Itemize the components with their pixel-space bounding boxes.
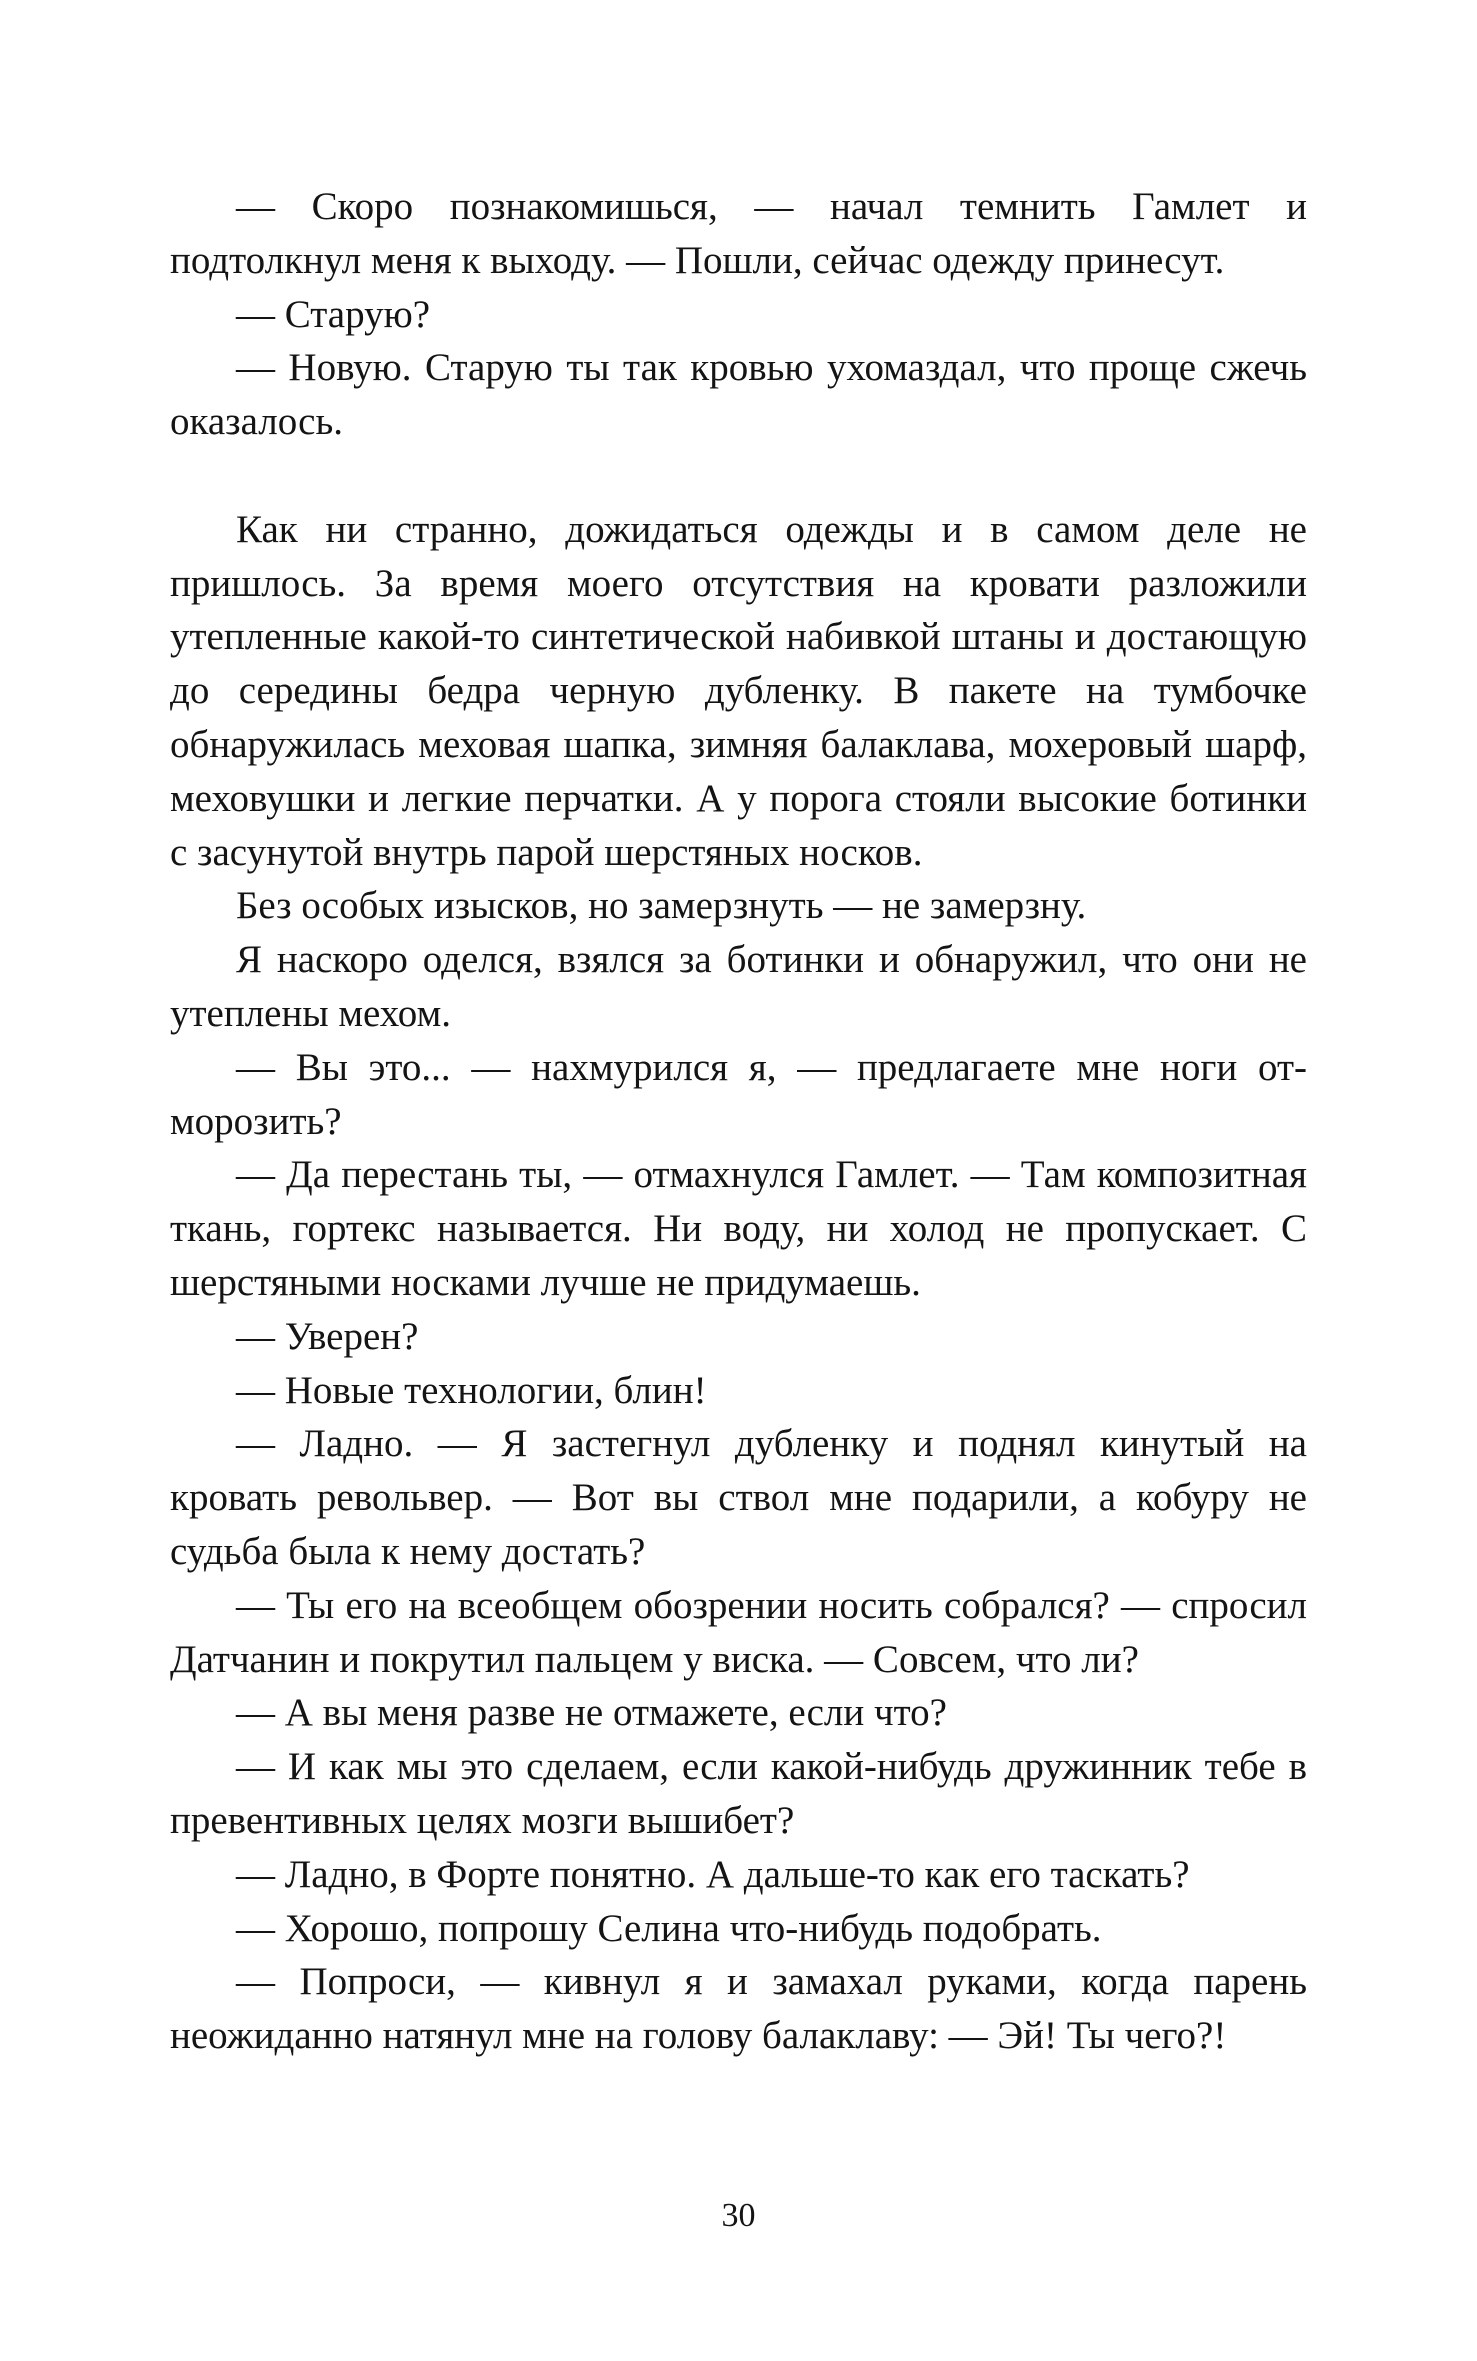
paragraph: — Ты его на всеобщем обозрении носить собрался? — спросил Датчанин и покрутил пальцем у виска. — Совсем, что ли? (170, 1583, 1307, 1681)
paragraph: — И как мы это сделаем, если какой-нибудь дружинник тебе в превентивных целях мозги вышибет? (170, 1745, 1307, 1842)
paragraph: — Да перестань ты, — отмахнулся Гамлет. — Там композитная ткань, гортекс называется. Ни воду, ни холод не пропускает. С шерстяными носками лучше не придумаешь. (170, 1153, 1307, 1304)
body-text (170, 180, 1307, 2063)
paragraph: — Ладно. — Я застегнул дубленку и поднял кинутый на кровать револьвер. — Вот вы ствол мне подарили, а кобуру не судьба была к нему достать? (170, 1422, 1307, 1573)
paragraph: — Новую. Старую ты так кровью ухомаздал, что проще сжечь оказалось. (170, 346, 1307, 444)
section-break (170, 449, 1307, 503)
paragraph: — Скоро познакомишься, — начал темнить Гамлет и подтолкнул меня к выходу. — Пошли, сейчас одежду принесут. (170, 185, 1307, 282)
paragraph: Как ни странно, дожидаться одежды и в самом деле не пришлось. За время моего отсутствия на кровати разложили утепленные какой-то синтетической набивкой штаны и достающую до середины бедра черную дубленку. В пакете на тумбочке обнаружилась меховая шапка, зимняя балаклава, мохеровый шарф, меховушки и легкие перчатки. А у порога стояли высокие ботинки с засунутой внутрь парой шерстяных носков. (170, 507, 1307, 874)
paragraph: — Уверен? (236, 1314, 419, 1358)
paragraph: — А вы меня разве не отмажете, если что? (236, 1691, 947, 1735)
paragraph: — Вы это... — нахмурился я, — предлагаете мне ноги отморозить? (170, 1045, 1307, 1143)
paragraph: Без особых изысков, но замерзнуть — не замерзну. (236, 884, 1087, 928)
paragraph: — Хорошо, попрошу Селина что-нибудь подобрать. (236, 1906, 1102, 1950)
paragraph: — Старую? (236, 292, 431, 336)
paragraph: — Ладно, в Форте понятно. А дальше-то как его таскать? (236, 1852, 1190, 1896)
paragraph: — Попроси, — кивнул я и замахал руками, когда парень неожиданно натянул мне на голову балаклаву: — Эй! Ты чего?! (170, 1960, 1307, 2058)
page-number: 30 (721, 2197, 756, 2234)
paragraph: Я наскоро оделся, взялся за ботинки и обнаружил, что они не утеплены мехом. (170, 938, 1307, 1035)
paragraph: — Новые технологии, блин! (236, 1368, 707, 1412)
